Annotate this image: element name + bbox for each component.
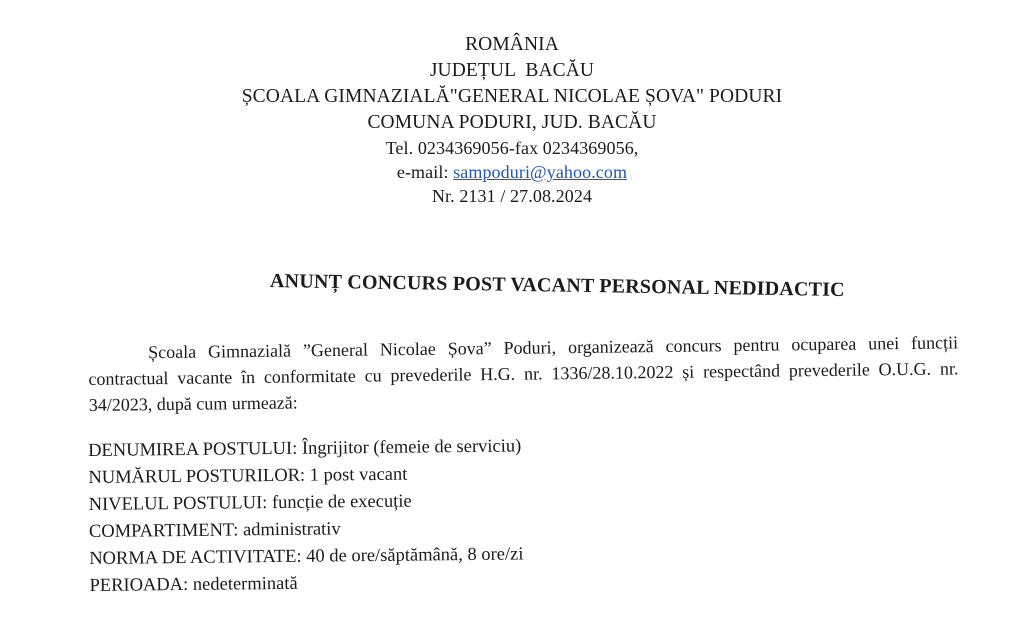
field-label: PERIOADA: bbox=[89, 574, 193, 596]
field-label: COMPARTIMENT: bbox=[88, 520, 244, 542]
email-line bbox=[0, 160, 1024, 184]
field-value: nedeterminată bbox=[192, 573, 298, 595]
commune-line: COMUNA PODURI, JUD. BACĂU bbox=[367, 112, 657, 133]
email-label: e-mail: bbox=[396, 162, 454, 182]
field-value: administrativ bbox=[242, 519, 341, 541]
field-label: DENUMIREA POSTULUI: bbox=[88, 438, 303, 461]
field-label: NUMĂRUL POSTURILOR: bbox=[88, 465, 310, 488]
school-name: ȘCOALA GIMNAZIALĂ"GENERAL NICOLAE ȘOVA" PODURI bbox=[241, 86, 783, 107]
field-label: NIVELUL POSTULUI: bbox=[88, 493, 273, 515]
field-value: funcție de execuție bbox=[271, 491, 412, 514]
field-value: Îngrijitor (femeie de serviciu) bbox=[301, 436, 522, 459]
county-line: JUDEȚUL BACĂU bbox=[429, 60, 595, 81]
field-value: 1 post vacant bbox=[309, 464, 408, 486]
country-line: ROMÂNIA bbox=[465, 34, 559, 55]
field-label: NORMA DE ACTIVITATE: bbox=[89, 546, 307, 569]
field-value: 40 de ore/săptămână, 8 ore/zi bbox=[306, 544, 524, 567]
intro-paragraph: Școala Gimnazială ”General Nicolae Șova” Poduri, organizează concurs pentru ocuparea unei funcții contractual vacante în conformitate cu prevederile H.G. nr. 1336/28.10.2022 și respectând prevederile O.U.G. nr. 34/2023, după cum urmează: bbox=[88, 332, 959, 415]
phone-line: Tel. 0234369056-fax 0234369056, bbox=[385, 138, 639, 158]
letterhead bbox=[0, 32, 1024, 208]
email-link[interactable]: sampoduri@yahoo.com bbox=[453, 162, 628, 182]
position-details bbox=[88, 430, 890, 600]
registration-number: Nr. 2131 / 27.08.2024 bbox=[431, 186, 593, 206]
announcement-title: ANUNȚ CONCURS POST VACANT PERSONAL NEDIDACTIC bbox=[269, 270, 845, 302]
